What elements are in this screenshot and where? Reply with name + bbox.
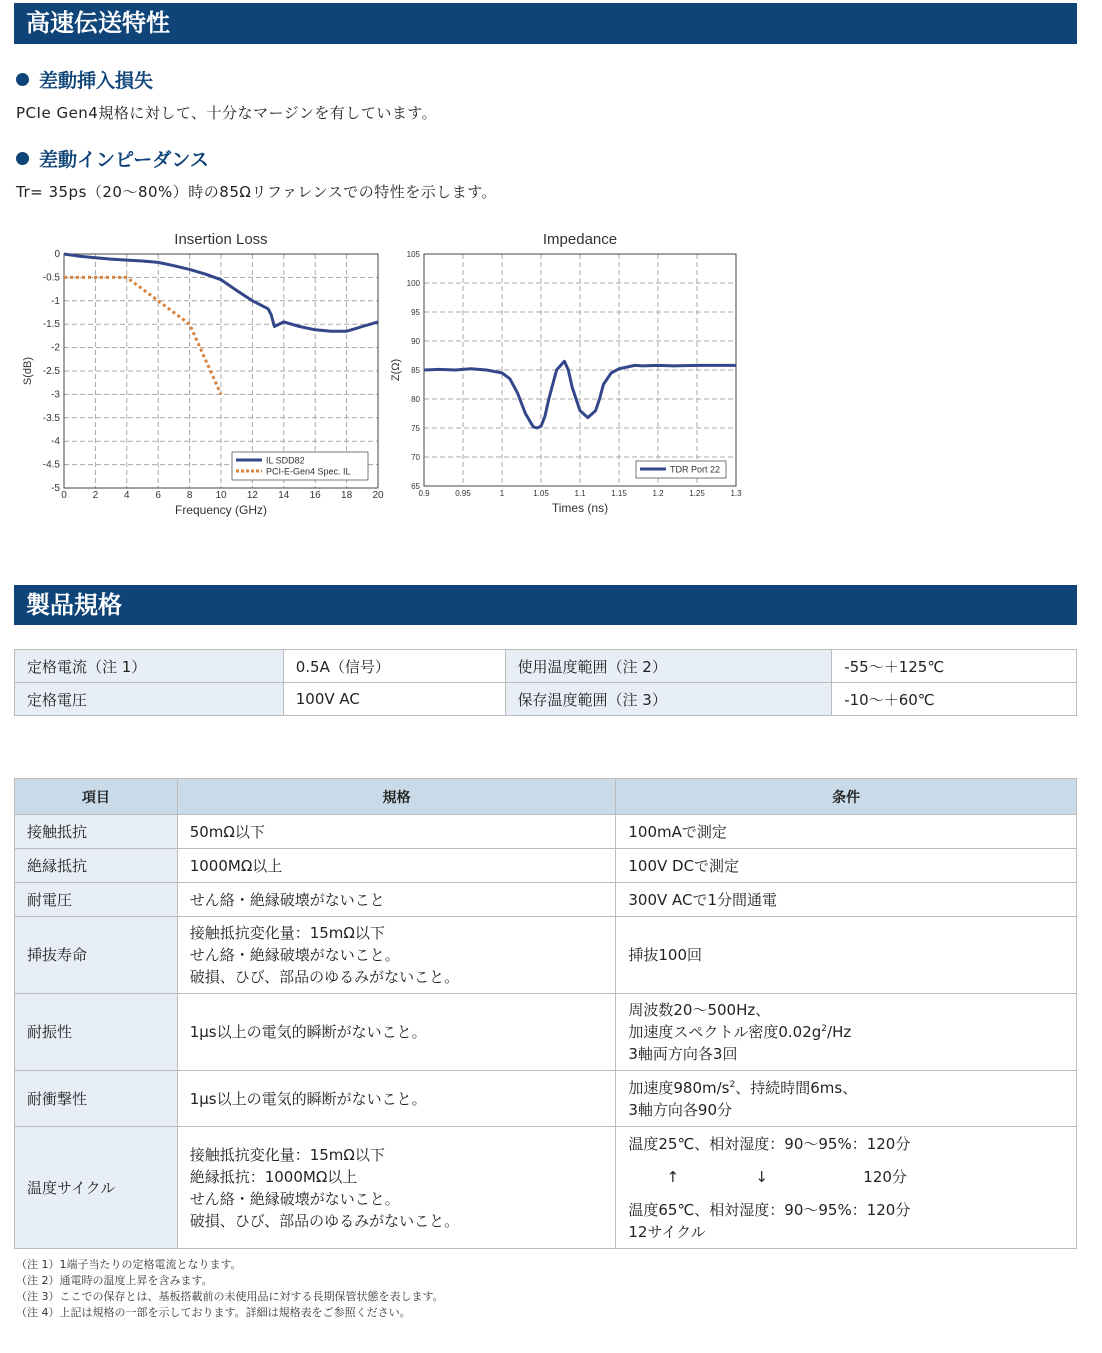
condition-cell bbox=[616, 917, 1077, 994]
x-axis-label: Frequency (GHz) bbox=[174, 503, 268, 517]
chart-title: Insertion Loss bbox=[174, 231, 268, 248]
ratings-table bbox=[14, 649, 1077, 716]
condition-text: 、持続時間6ms、 bbox=[735, 1078, 858, 1097]
y-tick-label: 0 bbox=[54, 249, 60, 260]
chart-title: Impedance bbox=[542, 231, 618, 248]
x-tick-label: 2 bbox=[92, 490, 99, 501]
spec-line: 50mΩ以下 bbox=[189, 822, 265, 841]
spec-line: せん絡・絶縁破壊がないこと bbox=[189, 890, 385, 909]
insertion-loss-chart bbox=[14, 225, 394, 525]
spec-cell bbox=[177, 1071, 616, 1127]
x-tick-label: 1.15 bbox=[611, 489, 627, 498]
heading-impedance-text: 差動インピーダンス bbox=[39, 149, 209, 171]
item-cell: 挿抜寿命 bbox=[15, 917, 178, 994]
spec-line: 接触抵抗変化量：15mΩ以下 bbox=[189, 924, 385, 942]
footnote: （注 4）上記は規格の一部を示しております。詳細は規格表をご参照ください。 bbox=[16, 1306, 411, 1319]
table-row bbox=[15, 917, 1077, 994]
item-cell: 絶縁抵抗 bbox=[15, 849, 178, 883]
impedance-description: Tr= 35ps（20～80%）時の85Ωリファレンスでの特性を示します。 bbox=[16, 183, 498, 201]
condition-line bbox=[628, 1021, 1064, 1043]
spec-cell bbox=[177, 917, 616, 994]
y-axis-label: S(dB) bbox=[22, 356, 34, 386]
spec-cell bbox=[177, 1127, 616, 1249]
header-spec: 規格 bbox=[177, 779, 616, 815]
rated-voltage-label: 定格電圧 bbox=[15, 683, 284, 716]
bullet-icon bbox=[16, 152, 29, 165]
condition-cell bbox=[616, 815, 1077, 849]
spec-line: 絶縁抵抗：1000MΩ以上 bbox=[189, 1167, 358, 1186]
x-tick-label: 0.95 bbox=[455, 489, 471, 498]
y-tick-label: -1.5 bbox=[42, 319, 60, 331]
y-tick-label: 80 bbox=[411, 395, 420, 404]
spec-cell bbox=[177, 815, 616, 849]
condition-text: /Hz bbox=[827, 1023, 852, 1041]
condition-line: 温度25℃、相対湿度：90～95%：120分 bbox=[628, 1134, 911, 1153]
condition-cell bbox=[616, 883, 1077, 917]
condition-cell bbox=[616, 849, 1077, 883]
item-cell: 耐電圧 bbox=[15, 883, 178, 917]
y-tick-label: 105 bbox=[406, 250, 420, 259]
condition-line: 300V ACで1分間通電 bbox=[628, 890, 778, 909]
condition-text: 加速度スペクトル密度0.02g bbox=[628, 1023, 822, 1041]
y-axis-label: Z(Ω) bbox=[390, 358, 402, 382]
spec-line: せん絡・絶縁破壊がないこと。 bbox=[189, 1189, 400, 1208]
y-tick-label: -4 bbox=[51, 436, 60, 448]
x-tick-label: 1.25 bbox=[689, 489, 705, 498]
superscript: 2 bbox=[729, 1079, 736, 1090]
condition-cell bbox=[616, 994, 1077, 1071]
y-tick-label: -0.5 bbox=[42, 272, 60, 284]
insertion-loss-description: PCIe Gen4規格に対して、十分なマージンを有しています。 bbox=[16, 104, 438, 122]
section-title-high-speed: 高速伝送特性 bbox=[14, 3, 1077, 44]
rated-voltage-value: 100V AC bbox=[283, 683, 505, 716]
spec-line: 接触抵抗変化量：15mΩ以下 bbox=[189, 1145, 385, 1164]
spec-line: 破損、ひび、部品のゆるみがないこと。 bbox=[189, 968, 460, 986]
x-tick-label: 4 bbox=[124, 490, 130, 501]
rating-row bbox=[15, 650, 1077, 683]
spec-line: 1μs以上の電気的瞬断がないこと。 bbox=[189, 1023, 427, 1041]
section-title-product-spec: 製品規格 bbox=[14, 585, 1077, 625]
spec-line: 破損、ひび、部品のゆるみがないこと。 bbox=[189, 1211, 460, 1230]
spec-line: 1000MΩ以上 bbox=[189, 856, 283, 875]
rated-current-label: 定格電流（注 1） bbox=[15, 650, 284, 683]
x-tick-label: 1.2 bbox=[652, 489, 664, 498]
series-line-2 bbox=[64, 277, 221, 394]
header-condition: 条件 bbox=[616, 779, 1077, 815]
footnote: （注 1）1端子当たりの定格電流となります。 bbox=[16, 1258, 242, 1271]
table-row bbox=[15, 1071, 1077, 1127]
x-tick-label: 20 bbox=[372, 490, 384, 501]
superscript: 2 bbox=[821, 1024, 828, 1034]
operating-temp-label: 使用温度範囲（注 2） bbox=[505, 650, 832, 683]
condition-cell bbox=[616, 1071, 1077, 1127]
y-tick-label: 95 bbox=[411, 308, 420, 317]
impedance-chart bbox=[390, 225, 760, 525]
x-tick-label: 10 bbox=[215, 490, 227, 501]
y-tick-label: 70 bbox=[411, 453, 420, 462]
y-tick-label: 100 bbox=[406, 279, 420, 288]
cycle-arrows-line: ↑ ↓ 120分 bbox=[628, 1167, 907, 1186]
footnote: （注 3）ここでの保存とは、基板搭載前の未使用品に対する長期保管状態を表します。 bbox=[16, 1290, 444, 1303]
table-row bbox=[15, 1127, 1077, 1249]
y-tick-label: -1 bbox=[51, 295, 60, 307]
condition-line: 3軸方向各90分 bbox=[628, 1100, 732, 1119]
rating-row bbox=[15, 683, 1077, 716]
table-row bbox=[15, 815, 1077, 849]
y-tick-label: 90 bbox=[411, 337, 420, 346]
x-tick-label: 1 bbox=[499, 489, 505, 498]
y-tick-label: -4.5 bbox=[42, 459, 60, 471]
legend-label: TDR Port 22 bbox=[670, 464, 721, 475]
y-tick-label: 65 bbox=[411, 482, 420, 491]
condition-line: 挿抜100回 bbox=[628, 946, 702, 964]
spec-table bbox=[14, 778, 1077, 1249]
footnote: （注 2）通電時の温度上昇を含みます。 bbox=[16, 1274, 213, 1287]
condition-line: 温度65℃、相対湿度：90～95%：120分 bbox=[628, 1200, 911, 1219]
x-tick-label: 14 bbox=[278, 490, 290, 501]
header-item: 項目 bbox=[15, 779, 178, 815]
x-tick-label: 0.9 bbox=[418, 489, 430, 498]
x-tick-label: 1.05 bbox=[533, 489, 549, 498]
condition-line: 100mAで測定 bbox=[628, 822, 727, 841]
storage-temp-value: -10～＋60℃ bbox=[832, 683, 1077, 716]
condition-line: 3軸両方向各3回 bbox=[628, 1045, 738, 1063]
condition-line: 12サイクル bbox=[628, 1222, 706, 1241]
x-tick-label: 8 bbox=[186, 490, 193, 501]
condition-line: 100V DCで測定 bbox=[628, 856, 740, 875]
item-cell: 耐振性 bbox=[15, 994, 178, 1071]
y-tick-label: 75 bbox=[411, 424, 420, 433]
operating-temp-value: -55～＋125℃ bbox=[832, 650, 1077, 683]
condition-line: 周波数20～500Hz、 bbox=[628, 1001, 771, 1019]
spec-cell bbox=[177, 849, 616, 883]
heading-insertion-loss bbox=[16, 66, 153, 93]
heading-impedance bbox=[16, 145, 209, 172]
spec-header-row bbox=[15, 779, 1077, 815]
table-row bbox=[15, 883, 1077, 917]
y-tick-label: -2 bbox=[51, 342, 60, 354]
footnotes bbox=[16, 1257, 444, 1321]
spec-cell bbox=[177, 883, 616, 917]
storage-temp-label: 保存温度範囲（注 3） bbox=[505, 683, 832, 716]
table-row bbox=[15, 994, 1077, 1071]
item-cell: 温度サイクル bbox=[15, 1127, 178, 1249]
spec-cell bbox=[177, 994, 616, 1071]
spec-line: せん絡・絶縁破壊がないこと。 bbox=[189, 946, 400, 964]
condition-text: 加速度980m/s bbox=[628, 1078, 730, 1097]
rated-current-value: 0.5A（信号） bbox=[283, 650, 505, 683]
spec-line: 1μs以上の電気的瞬断がないこと。 bbox=[189, 1089, 427, 1108]
table-row bbox=[15, 849, 1077, 883]
y-tick-label: 85 bbox=[411, 366, 420, 375]
x-tick-label: 6 bbox=[155, 490, 161, 501]
heading-insertion-loss-text: 差動挿入損失 bbox=[39, 70, 154, 92]
x-axis-label: Times (ns) bbox=[551, 501, 609, 515]
y-tick-label: -3 bbox=[51, 389, 60, 401]
x-tick-label: 18 bbox=[341, 490, 353, 501]
y-tick-label: -5 bbox=[51, 483, 60, 494]
x-tick-label: 0 bbox=[61, 490, 67, 501]
condition-line bbox=[628, 1077, 1064, 1099]
legend-label: IL SDD82 bbox=[266, 455, 305, 466]
condition-cell bbox=[616, 1127, 1077, 1249]
x-tick-label: 1.1 bbox=[574, 489, 586, 498]
item-cell: 接触抵抗 bbox=[15, 815, 178, 849]
x-tick-label: 16 bbox=[309, 490, 321, 501]
y-tick-label: -2.5 bbox=[42, 366, 60, 377]
bullet-icon bbox=[16, 73, 29, 86]
item-cell: 耐衝撃性 bbox=[15, 1071, 178, 1127]
x-tick-label: 12 bbox=[246, 490, 258, 501]
y-tick-label: -3.5 bbox=[42, 412, 60, 424]
legend-label: PCI-E-Gen4 Spec. IL bbox=[266, 466, 351, 477]
x-tick-label: 1.3 bbox=[730, 489, 742, 498]
